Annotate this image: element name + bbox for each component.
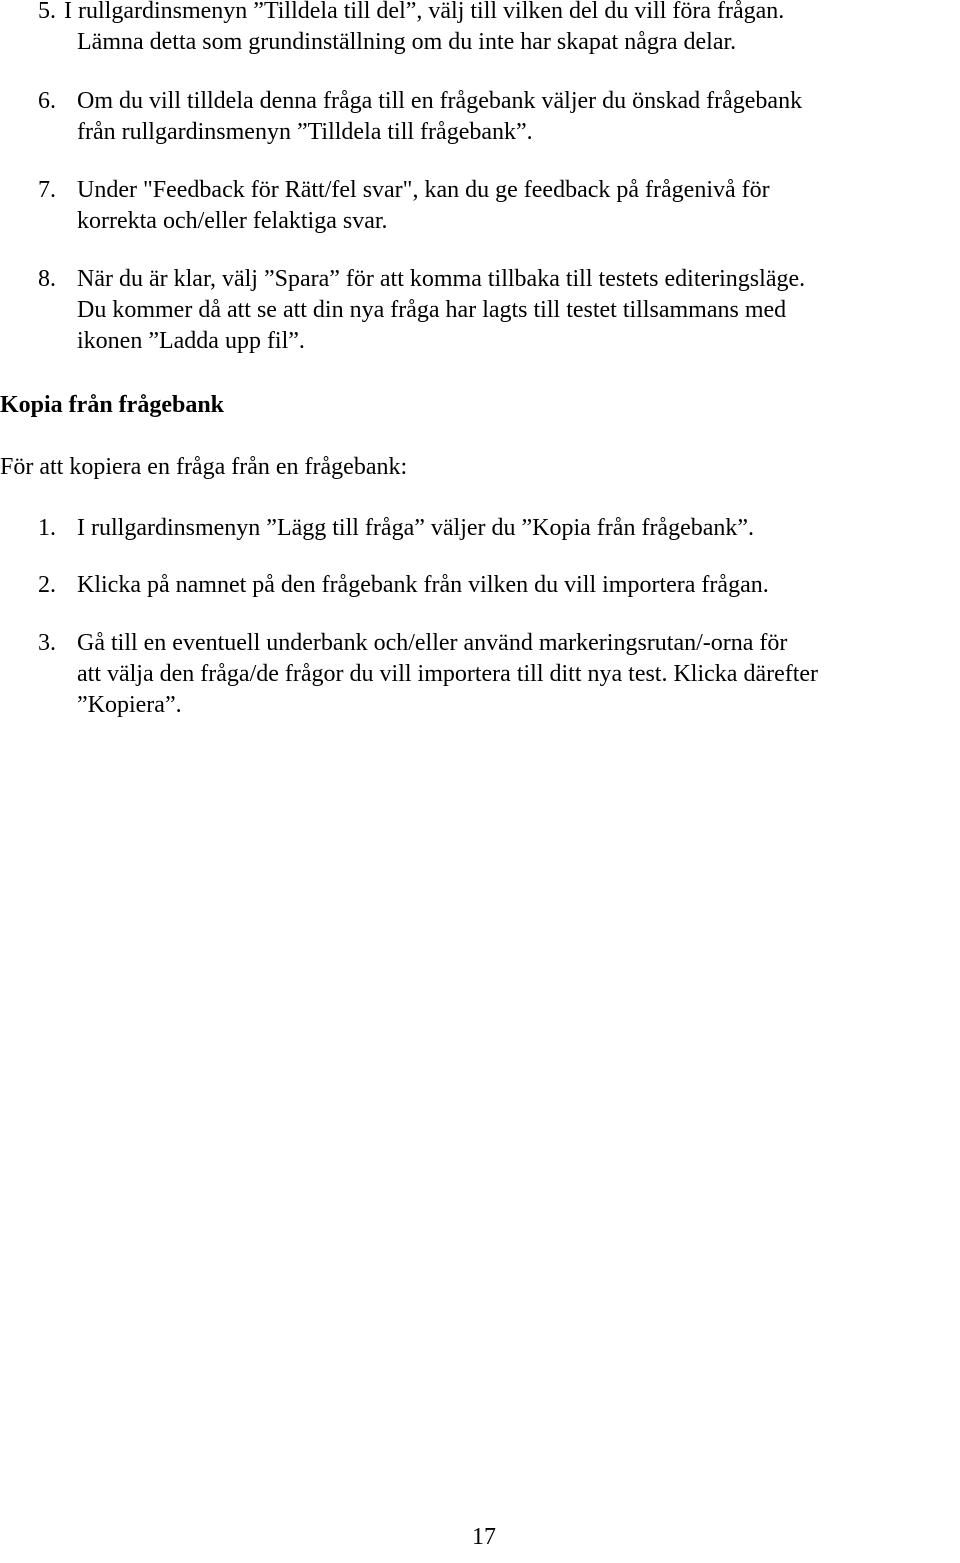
step-number: 1. bbox=[38, 515, 56, 541]
step-number: 8. bbox=[38, 266, 56, 292]
step-text bbox=[77, 570, 769, 601]
step-line: I rullgardinsmenyn ”Tilldela till del”, välj till vilken del du vill föra frågan. bbox=[64, 0, 785, 24]
step-line: ikonen ”Ladda upp fil”. bbox=[77, 328, 305, 354]
step-text bbox=[77, 513, 754, 544]
step-line: Lämna detta som grundinställning om du inte har skapat några delar. bbox=[77, 29, 737, 55]
step-line: Du kommer då att se att din nya fråga har lagts till testet tillsammans med bbox=[77, 297, 787, 323]
intro-paragraph: För att kopiera en fråga från en frågebank: bbox=[0, 454, 408, 480]
step-number: 6. bbox=[38, 88, 56, 114]
step-number: 3. bbox=[38, 630, 56, 656]
step-line: Klicka på namnet på den frågebank från vilken du vill importera frågan. bbox=[77, 572, 769, 598]
section-heading: Kopia från frågebank bbox=[0, 392, 225, 418]
step-line: I rullgardinsmenyn ”Lägg till fråga” väljer du ”Kopia från frågebank”. bbox=[77, 515, 755, 541]
step-text bbox=[77, 175, 770, 237]
step-number: 5. bbox=[38, 0, 56, 24]
step-text bbox=[77, 628, 818, 721]
step-line: Gå till en eventuell underbank och/eller använd markeringsrutan/-orna för bbox=[77, 630, 788, 656]
step-number: 7. bbox=[38, 177, 56, 203]
step-line: att välja den fråga/de frågor du vill importera till ditt nya test. Klicka därefter bbox=[77, 661, 819, 687]
step-text bbox=[77, 264, 805, 357]
step-line: korrekta och/eller felaktiga svar. bbox=[77, 208, 388, 234]
step-line: från rullgardinsmenyn ”Tilldela till frågebank”. bbox=[77, 119, 533, 145]
step-line: Under "Feedback för Rätt/fel svar", kan du ge feedback på frågenivå för bbox=[77, 177, 770, 203]
step-line: ”Kopiera”. bbox=[77, 692, 182, 718]
step-line: När du är klar, välj ”Spara” för att komma tillbaka till testets editeringsläge. bbox=[77, 266, 806, 292]
step-number: 2. bbox=[38, 572, 56, 598]
step-text bbox=[77, 86, 802, 148]
step-line: Om du vill tilldela denna fråga till en frågebank väljer du önskad frågebank bbox=[77, 88, 803, 114]
step-text bbox=[64, 0, 784, 58]
page-number: 17 bbox=[472, 1524, 496, 1550]
